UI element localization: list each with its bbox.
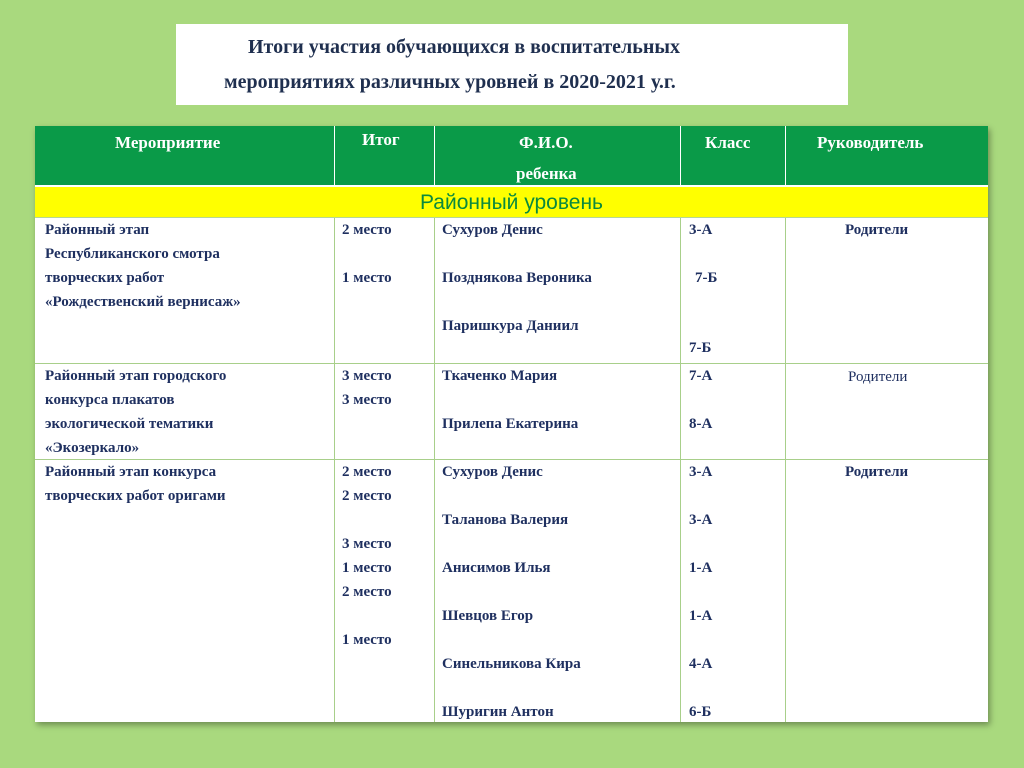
table-row <box>35 218 335 363</box>
title-line-1: Итоги участия обучающихся в воспитательных <box>248 36 680 58</box>
student-name: Прилепа Екатерина <box>442 416 579 432</box>
header-fio <box>435 126 681 185</box>
class-value: 3-А <box>689 512 713 528</box>
event-line: Районный этап <box>45 222 150 238</box>
class-value: 1-А <box>689 608 713 624</box>
name-cell <box>435 364 681 459</box>
result-value: 2 место <box>342 222 392 238</box>
header-class-label: Класс <box>705 133 751 152</box>
student-name: Сухуров Денис <box>442 464 543 480</box>
result-value: 3 место <box>342 392 392 408</box>
results-table <box>35 126 988 722</box>
class-cell <box>681 218 786 363</box>
event-line: творческих работ оригами <box>45 488 226 504</box>
title-box <box>176 24 848 105</box>
student-name: Шевцов Егор <box>442 608 534 624</box>
class-value: 3-А <box>689 464 713 480</box>
class-value: 1-А <box>689 560 713 576</box>
student-name: Сухуров Денис <box>442 222 543 238</box>
result-value: 2 место <box>342 584 392 600</box>
header-leader <box>786 126 988 185</box>
result-value: 1 место <box>342 632 392 648</box>
student-name: Позднякова Вероника <box>442 270 592 286</box>
event-line: конкурса плакатов <box>45 392 175 408</box>
event-line: Районный этап конкурса <box>45 464 217 480</box>
class-value: 7-Б <box>689 340 712 356</box>
class-value: 4-А <box>689 656 713 672</box>
leader-cell <box>786 218 988 363</box>
header-event-label: Мероприятие <box>115 133 221 152</box>
header-leader-label: Руководитель <box>817 133 924 152</box>
header-event <box>35 126 335 185</box>
class-value: 7-А <box>689 368 713 384</box>
event-line: Республиканского смотра <box>45 246 220 262</box>
result-cell <box>335 218 435 363</box>
class-value: 6-Б <box>689 704 712 720</box>
header-fio-line1: Ф.И.О. <box>519 133 573 152</box>
result-value: 1 место <box>342 270 392 286</box>
class-value: 7-Б <box>695 270 718 286</box>
student-name: Анисимов Илья <box>442 560 551 576</box>
table-row <box>35 460 335 722</box>
class-value: 3-А <box>689 222 713 238</box>
class-value: 8-А <box>689 416 713 432</box>
event-line: Районный этап городского <box>45 368 227 384</box>
name-cell <box>435 460 681 722</box>
student-name: Шуригин Антон <box>442 704 554 720</box>
header-result-label: Итог <box>362 130 400 149</box>
leader-value: Родители <box>845 222 909 238</box>
header-result <box>335 126 435 185</box>
leader-cell <box>786 364 988 459</box>
event-line: творческих работ <box>45 270 165 286</box>
student-name: Паришкура Даниил <box>442 318 579 334</box>
leader-value: Родители <box>845 464 909 480</box>
result-value: 1 место <box>342 560 392 576</box>
result-cell <box>335 364 435 459</box>
leader-cell <box>786 460 988 722</box>
result-value: 2 место <box>342 464 392 480</box>
student-name: Синельникова Кира <box>442 656 581 672</box>
title-line-2: мероприятиях различных уровней в 2020-2021 у.г. <box>224 71 676 93</box>
class-cell <box>681 364 786 459</box>
student-name: Ткаченко Мария <box>442 368 558 384</box>
result-cell <box>335 460 435 722</box>
event-line: экологической тематики <box>45 416 214 432</box>
table-row <box>35 364 335 459</box>
result-value: 2 место <box>342 488 392 504</box>
section-band: Районный уровень <box>35 185 988 218</box>
header-class <box>681 126 786 185</box>
header-fio-line2: ребенка <box>516 164 577 183</box>
event-line: «Экозеркало» <box>45 440 140 456</box>
name-cell <box>435 218 681 363</box>
class-cell <box>681 460 786 722</box>
leader-value: Родители <box>848 369 908 385</box>
event-line: «Рождественский вернисаж» <box>45 294 241 310</box>
result-value: 3 место <box>342 536 392 552</box>
result-value: 3 место <box>342 368 392 384</box>
student-name: Таланова Валерия <box>442 512 569 528</box>
